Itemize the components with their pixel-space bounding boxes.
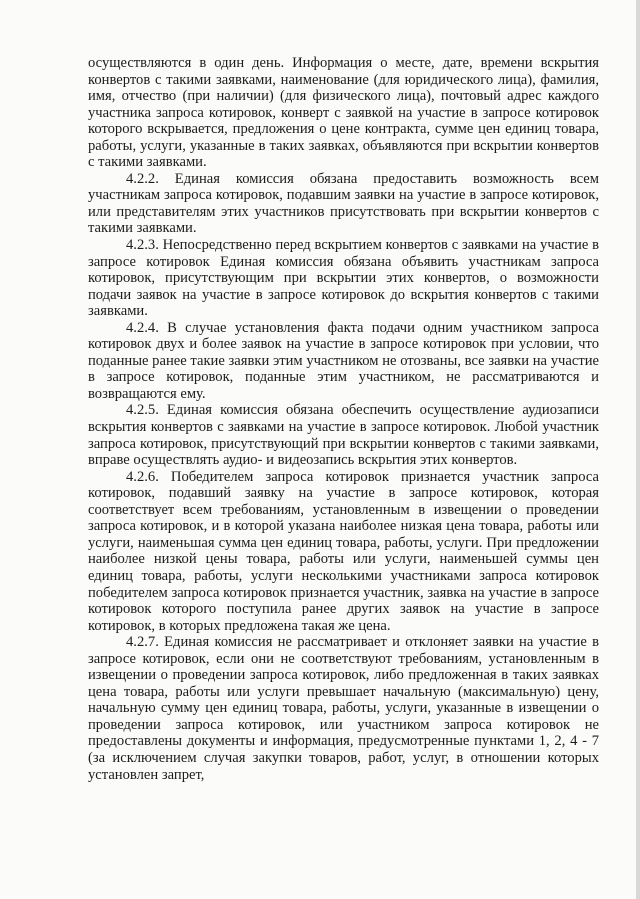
paragraph-4-2-5: 4.2.5. Единая комиссия обязана обеспечить осуществление аудиозаписи вскрытия конвертов с заявками на участие в запросе котировок. Любой участник запроса котировок, присутствующий при вскрытии конвертов с такими заявками, вправе осуществлять аудио- и видеозапись вскрытия этих конвертов. [88, 402, 599, 469]
paragraph-4-2-4: 4.2.4. В случае установления факта подачи одним участником запроса котировок двух и более заявок на участие в запросе котировок при условии, что поданные ранее такие заявки этим участником не отозваны, все заявки на участие в запросе котировок, поданные этим участником, не рассматриваются и возвращаются ему. [88, 319, 599, 402]
paragraph-4-2-3: 4.2.3. Непосредственно перед вскрытием конвертов с заявками на участие в запросе котировок Единая комиссия обязана объявить участникам запроса котировок, присутствующим при вскрытии этих конвертов, о возможности подачи заявок на участие в запросе котировок до вскрытия конвертов с такими заявками. [88, 237, 599, 320]
paragraph-4-2-2: 4.2.2. Единая комиссия обязана предоставить возможность всем участникам запроса котировок, подавшим заявки на участие в запросе котировок, или представителям этих участников присутствовать при вскрытии конвертов с такими заявками. [88, 170, 599, 237]
paragraph-4-2-6: 4.2.6. Победителем запроса котировок признается участник запроса котировок, подавший заявку на участие в запросе котировок, которая соответствует всем требованиям, установленным в извещении о проведении запроса котировок, и в которой указана наиболее низкая цена товара, работы или услуги, наименьшая сумма цен единиц товара, работы, услуги. При предложении наиболее низкой цены товара, работы или услуги, наименьшей суммы цен единиц товара, работы, услуги несколькими участниками запроса котировок победителем запроса котировок признается участник, заявка на участие в запросе котировок которого поступила ранее других заявок на участие в запросе котировок, в которых предложена такая же цена. [88, 468, 599, 634]
document-body [88, 55, 599, 783]
paragraph-4-2-7: 4.2.7. Единая комиссия не рассматривает и отклоняет заявки на участие в запросе котировок, если они не соответствуют требованиям, установленным в извещении о проведении запроса котировок, либо предложенная в таких заявках цена товара, работы или услуги превышает начальную (максимальную) цену, начальную сумму цен единиц товара, работы, услуги, указанные в извещении о проведении запроса котировок, или участником запроса котировок не предоставлены документы и информация, предусмотренные пунктами 1, 2, 4 - 7 (за исключением случая закупки товаров, работ, услуг, в отношении которых установлен запрет, [88, 634, 599, 783]
paragraph-continuation: осуществляются в один день. Информация о месте, дате, времени вскрытия конвертов с такими заявками, наименование (для юридического лица), фамилия, имя, отчество (при наличии) (для физического лица), почтовый адрес каждого участника запроса котировок, конверт с заявкой на участие в запросе котировок которого вскрывается, предложения о цене контракта, сумме цен единиц товара, работы, услуги, указанные в таких заявках, объявляются при вскрытии конвертов с такими заявками. [88, 55, 599, 171]
